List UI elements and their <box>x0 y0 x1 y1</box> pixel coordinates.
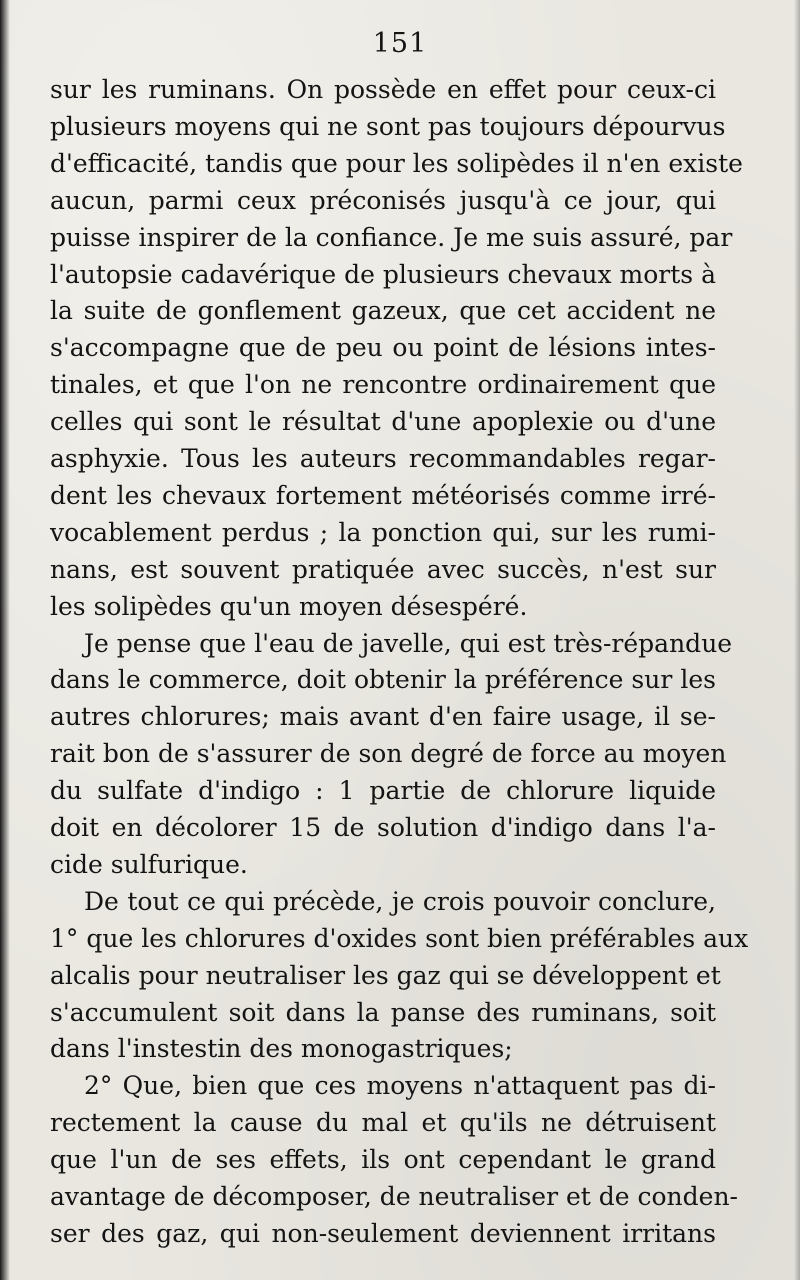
text-line: puisse inspirer de la confiance. Je me suis assuré, par <box>50 222 733 252</box>
page-number: 151 <box>372 28 428 59</box>
text-line: nans, est souvent pratiquée avec succès, n'est sur <box>50 554 716 584</box>
page-right-edge-shadow <box>794 0 800 1280</box>
text-line: tinales, et que l'on ne rencontre ordinairement que <box>50 370 716 400</box>
text-line: ser des gaz, qui non-seulement deviennent irritans <box>50 1218 716 1248</box>
text-line: avantage de décomposer, de neutraliser et de conden- <box>50 1182 739 1211</box>
text-line: doit en décolorer 15 de solution d'indigo dans l'a- <box>50 813 716 842</box>
text-line: que l'un de ses effets, ils ont cependant le grand <box>50 1145 716 1175</box>
text-line: 2° Que, bien que ces moyens n'attaquent pas di- <box>84 1071 716 1101</box>
text-line: l'autopsie cadavérique de plusieurs chevaux morts à <box>50 259 716 289</box>
text-line: sur les ruminans. On possède en effet pour ceux-ci <box>50 75 716 104</box>
text-line: celles qui sont le résultat d'une apoplexie ou d'une <box>50 407 716 437</box>
text-line: rectement la cause du mal et qu'ils ne détruisent <box>50 1108 716 1138</box>
text-line: vocablement perdus ; la ponction qui, sur les rumi- <box>50 517 716 547</box>
text-line: d'efficacité, tandis que pour les solipèdes il n'en existe <box>50 148 743 178</box>
text-line: autres chlorures; mais avant d'en faire usage, il se- <box>50 702 716 732</box>
text-line: du sulfate d'indigo : 1 partie de chlorure liquide <box>50 776 716 806</box>
text-line: De tout ce qui précède, je crois pouvoir conclure, <box>84 886 716 916</box>
text-line: aucun, parmi ceux préconisés jusqu'à ce jour, qui <box>50 185 716 215</box>
text-line: dent les chevaux fortement météorisés comme irré- <box>50 480 716 510</box>
text-line: 1° que les chlorures d'oxides sont bien préférables aux <box>50 923 749 953</box>
text-line: dans l'instestin des monogastriques; <box>50 1034 513 1064</box>
text-line: cide sulfurique. <box>50 849 248 879</box>
text-line: dans le commerce, doit obtenir la préférence sur les <box>50 665 716 695</box>
text-line: plusieurs moyens qui ne sont pas toujours dépourvus <box>50 111 726 141</box>
text-line: Je pense que l'eau de javelle, qui est très-répandue <box>84 628 733 658</box>
text-line: alcalis pour neutraliser les gaz qui se développent et <box>50 960 721 990</box>
text-line: la suite de gonflement gazeux, que cet accident ne <box>50 296 716 326</box>
text-line: asphyxie. Tous les auteurs recommandables regar- <box>50 444 716 473</box>
page-left-edge-shadow <box>0 0 10 1280</box>
text-line: s'accumulent soit dans la panse des ruminans, soit <box>50 997 716 1027</box>
text-line: s'accompagne que de peu ou point de lésions intes- <box>50 333 716 363</box>
text-line: les solipèdes qu'un moyen désespéré. <box>50 591 528 621</box>
text-line: rait bon de s'assurer de son degré de force au moyen <box>50 739 727 769</box>
